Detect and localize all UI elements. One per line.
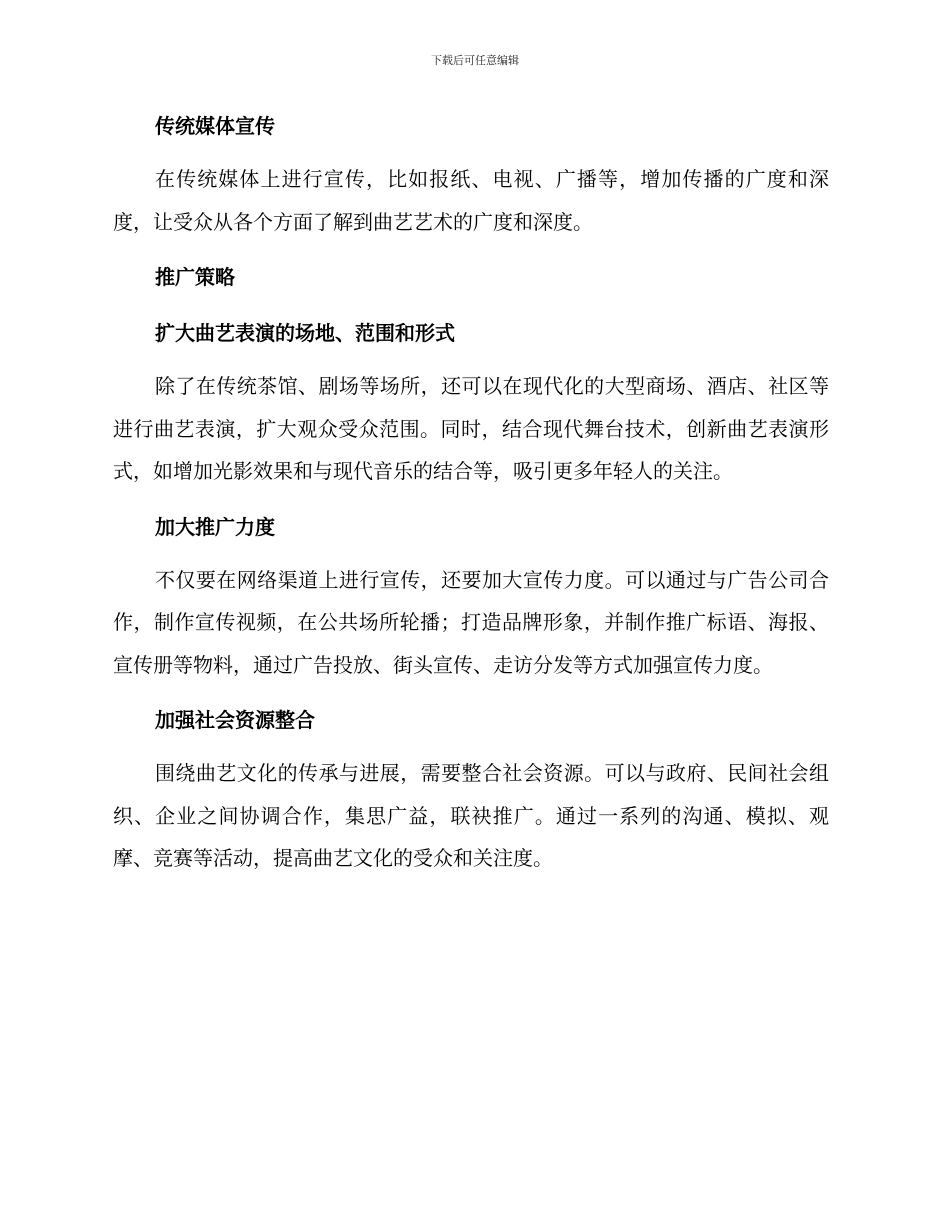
section-heading: 加大推广力度 <box>155 514 275 539</box>
section-heading: 传统媒体宣传 <box>155 114 275 138</box>
section-heading: 推广策略 <box>155 265 235 289</box>
section-paragraph: 围绕曲艺文化的传承与进展，需要整合社会资源。可以与政府、民间社会组织、企业之间协调合作，集思广益，联袂推广。通过一系列的沟通、模拟、观摩、竞赛等活动，提高曲艺文化的受众和关注度。 <box>113 761 829 870</box>
document-body <box>113 110 829 880</box>
section-heading: 扩大曲艺表演的场地、范围和形式 <box>155 321 455 345</box>
section-paragraph: 除了在传统茶馆、剧场等场所，还可以在现代化的大型商场、酒店、社区等进行曲艺表演，扩大观众受众范围。同时，结合现代舞台技术，创新曲艺表演形式，如增加光影效果和与现代音乐的结合等，吸引更多年轻人的关注。 <box>113 374 829 483</box>
section-heading: 加强社会资源整合 <box>155 708 315 732</box>
page-header: 下载后可任意编辑 <box>431 54 519 67</box>
section-paragraph: 不仅要在网络渠道上进行宣传，还要加大宣传力度。可以通过与广告公司合作，制作宣传视频，在公共场所轮播；打造品牌形象，并制作推广标语、海报、宣传册等物料，通过广告投放、街头宣传、走访分发等方式加强宣传力度。 <box>113 567 829 677</box>
section-paragraph: 在传统媒体上进行宣传，比如报纸、电视、广播等，增加传播的广度和深度，让受众从各个方面了解到曲艺艺术的广度和深度。 <box>113 167 829 234</box>
